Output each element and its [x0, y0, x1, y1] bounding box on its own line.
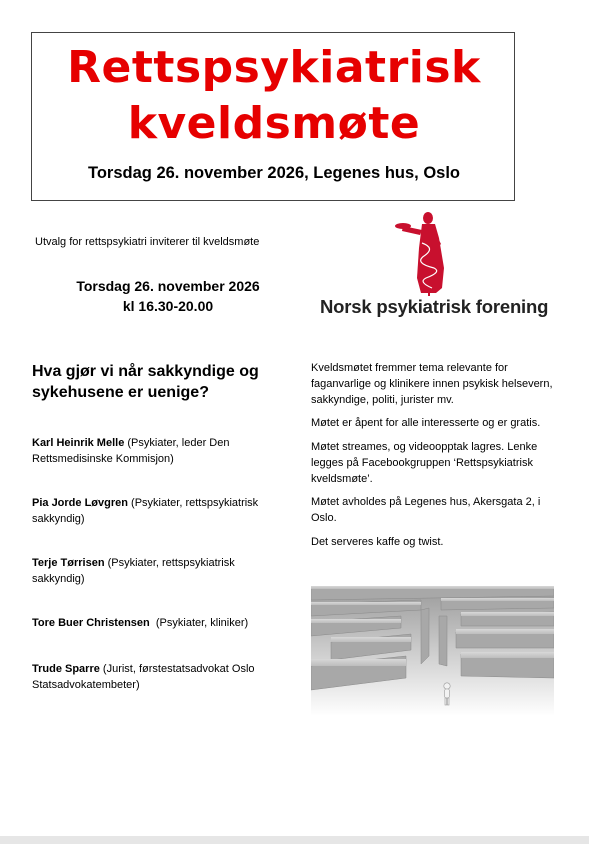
- speaker-name: Trude Sparre: [32, 663, 100, 675]
- logo-text: Norsk psykiatrisk forening: [320, 296, 549, 317]
- footer-bar: [0, 836, 589, 844]
- title-box: [31, 32, 515, 201]
- speaker-desc: (Psykiater, kliniker): [149, 617, 249, 629]
- event-time: kl 16.30-20.00: [122, 298, 214, 314]
- speaker-item: [32, 615, 292, 631]
- maze-illustration: [311, 586, 554, 716]
- speaker-name: Tore Buer Christensen: [32, 617, 150, 629]
- speaker-item: [32, 495, 282, 527]
- title-line-1: Rettspsykiatrisk: [67, 42, 481, 93]
- speaker-desc: (Psykiater, leder Den Rettsmedisinske Kommisjon): [32, 437, 230, 465]
- invite-text: Utvalg for rettspsykiatri inviterer til kveldsmøte: [35, 236, 260, 248]
- title-date-place: Torsdag 26. november 2026, Legenes hus, Oslo: [88, 164, 460, 182]
- speaker-name: Terje Tørrisen: [32, 557, 105, 569]
- speaker-item: [32, 435, 282, 467]
- speaker-name: Pia Jorde Løvgren: [32, 497, 128, 509]
- title-line-2: kveldsmøte: [127, 98, 421, 149]
- speaker-item: [32, 661, 282, 693]
- info-paragraph: Møtet er åpent for alle interesserte og er gratis.: [311, 417, 541, 429]
- speaker-item: [32, 555, 282, 587]
- speaker-desc: (Psykiater, rettspsykiatrisk sakkyndig): [32, 557, 235, 585]
- info-paragraph: Møtet streames, og videoopptak lagres. Lenke legges på Facebookgruppen ‘Rettspsykiatrisk kveldsmøte’.: [311, 441, 538, 485]
- info-paragraph: Kveldsmøtet fremmer tema relevante for faganvarlige og klinikere innen psykisk helsevern, sakkyndige, politi, jurister mv.: [311, 362, 553, 406]
- speaker-name: Karl Heinrik Melle: [32, 437, 125, 449]
- info-paragraph: Møtet avholdes på Legenes hus, Akersgata 2, i Oslo.: [311, 496, 541, 524]
- question-heading: Hva gjør vi når sakkyndige og sykehusene er uenige?: [32, 363, 259, 401]
- speaker-desc: (Jurist, førstestatsadvokat Oslo Statsadvokatembeter): [32, 663, 255, 691]
- info-paragraph: Det serveres kaffe og twist.: [311, 536, 444, 548]
- event-date: Torsdag 26. november 2026: [76, 278, 260, 294]
- speaker-desc: (Psykiater, rettspsykiatrisk sakkyndig): [32, 497, 259, 525]
